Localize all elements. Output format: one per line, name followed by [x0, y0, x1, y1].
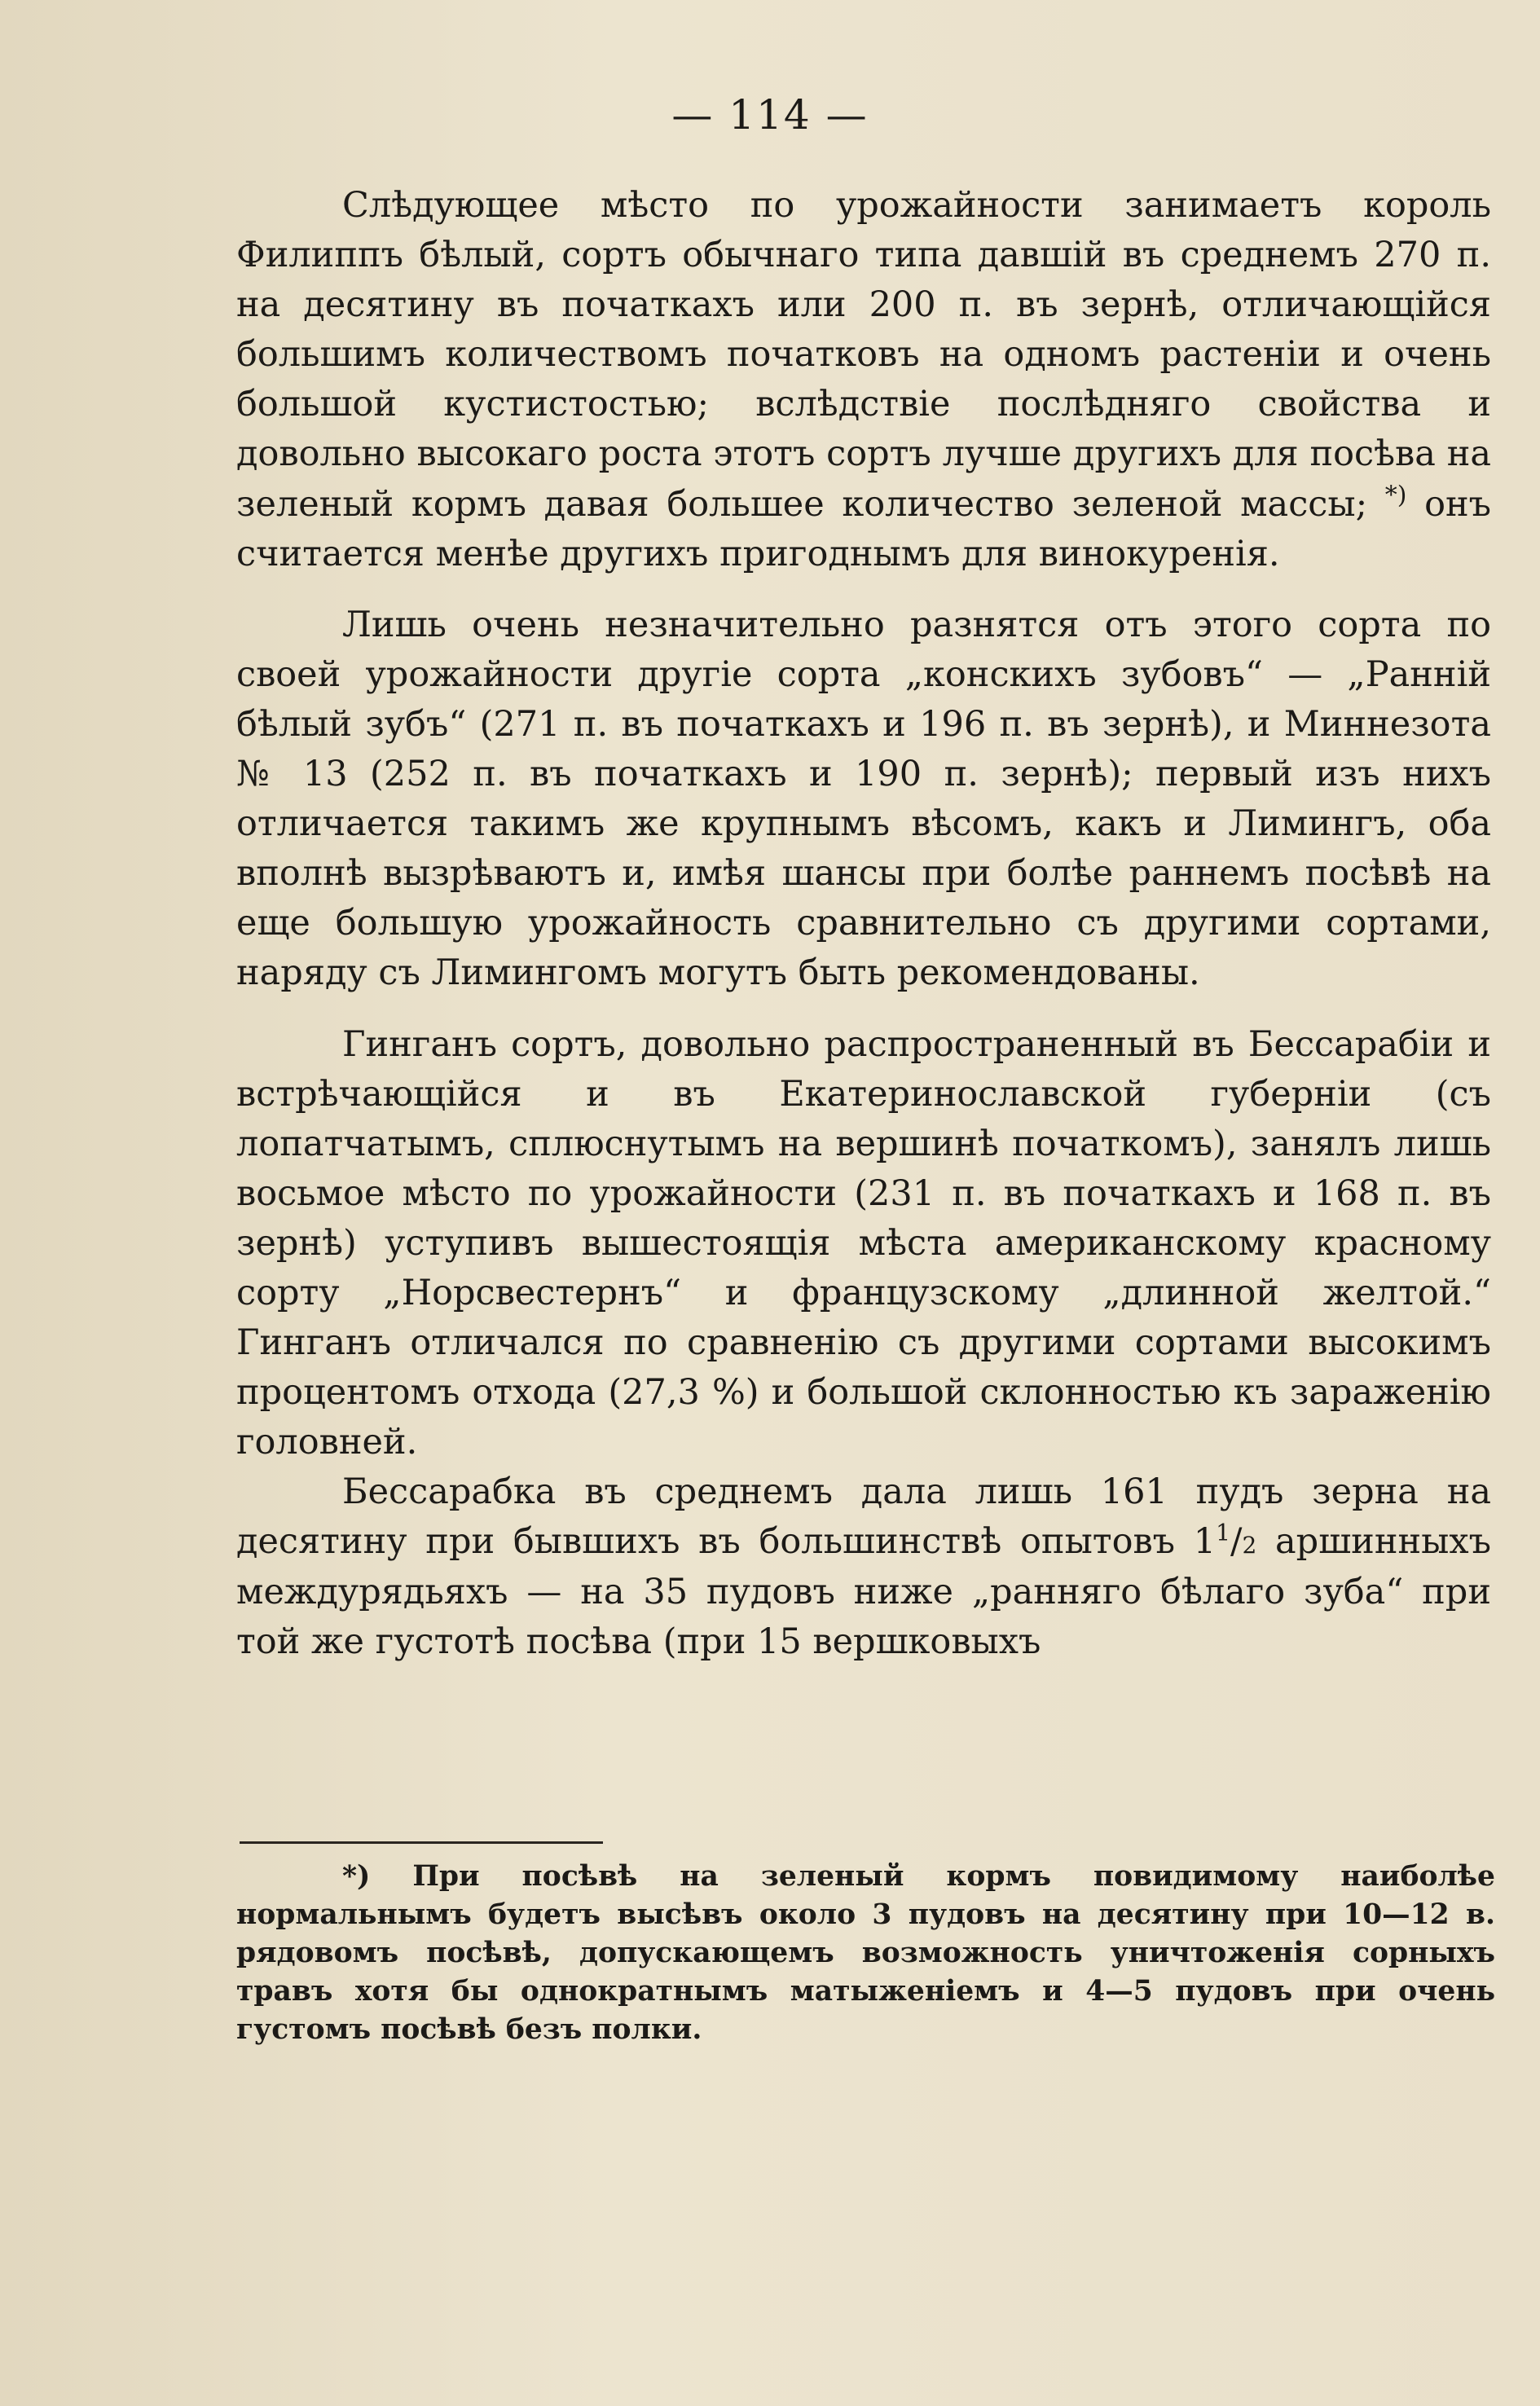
- fraction-numerator: 1: [1216, 1520, 1230, 1547]
- paragraph-text-tail: аршинныхъ междурядьяхъ — на 35 пудовъ ниже „ранняго бѣлаго зуба“ при той же густотѣ посѣва (при 15 вершковыхъ: [236, 1521, 1491, 1662]
- body-text: [236, 181, 1491, 1667]
- paragraph-king-philip: [236, 181, 1491, 579]
- paragraph-text-tail: онъ считается менѣе другихъ пригоднымъ для винокуренія.: [236, 483, 1492, 574]
- page-number: — 114 —: [671, 91, 869, 139]
- footnote-reference: *): [1384, 481, 1407, 510]
- fraction-denominator: 2: [1242, 1532, 1257, 1559]
- paragraph-gingan: Гинганъ сортъ, довольно распространенный въ Бессарабіи и встрѣчающійся и въ Екатеринославской губерніи (съ лопатчатымъ, сплюснутымъ на вершинѣ початкомъ), занялъ лишь восьмое мѣсто по урожайности (231 п. въ початкахъ и 168 п. въ зернѣ) уступивъ вышестоящія мѣста американскому красному сорту „Норсвестернъ“ и французскому „длинной желтой.“ Гинганъ отличался по сравненію съ другими сортами высокимъ процентомъ отхода (27,3 %) и большой склонностью къ зараженію головней.: [236, 1023, 1491, 1463]
- paragraph-horse-tooth: Лишь очень незначительно разнятся отъ этого сорта по своей урожайности другіе сорта „конскихъ зубовъ“ — „Ранній бѣлый зубъ“ (271 п. въ початкахъ и 196 п. въ зернѣ), и Миннезота № 13 (252 п. въ початкахъ и 190 п. зернѣ); первый изъ нихъ отличается такимъ же крупнымъ вѣсомъ, какъ и Лимингъ, оба вполнѣ вызрѣваютъ и, имѣя шансы при болѣе раннемъ посѣвѣ на еще большую урожайность сравнительно съ другими сортами, наряду съ Лимингомъ могутъ быть рекомендованы.: [236, 604, 1491, 994]
- footnote-divider: [240, 1841, 603, 1844]
- paragraph-bessarabka: Бессарабка въ среднемъ дала лишь 161 пудъ зерна на десятину при бывшихъ въ большинствѣ опытовъ $1^1/2$ аршинныхъ междурядьяхъ — на 35 пудовъ ниже „ранняго бѣлаго зуба“ при той же густотѣ посѣва (при 15 вершковыхъ: [236, 1471, 1491, 1662]
- paragraph-text: Бессарабка въ среднемъ дала лишь 161 пудъ зерна на десятину при бывшихъ въ большинствѣ опытовъ 1: [236, 1471, 1491, 1563]
- paragraph-text: Слѣдующее мѣсто по урожайности занимаетъ король Филиппъ бѣлый, сортъ обычнаго типа давшій въ среднемъ 270 п. на десятину въ початкахъ или 200 п. въ зернѣ, отличающійся большимъ количествомъ початковъ на одномъ растеніи и очень большой кустистостью; вслѣдствіе послѣдняго свойства и довольно высокаго роста этотъ сортъ лучше другихъ для посѣва на зеленый кормъ давая большее количество зеленой массы;: [236, 185, 1491, 525]
- footnote: *) При посѣвѣ на зеленый кормъ повидимому наиболѣе нормальнымъ будетъ высѣвъ около 3 пудовъ на десятину при 10—12 в. рядовомъ посѣвѣ, допускающемъ возможность уничтоженія сорныхъ травъ хотя бы однократнымъ матыженіемъ и 4—5 пудовъ при очень густомъ посѣвѣ безъ полки.: [236, 1860, 1495, 2046]
